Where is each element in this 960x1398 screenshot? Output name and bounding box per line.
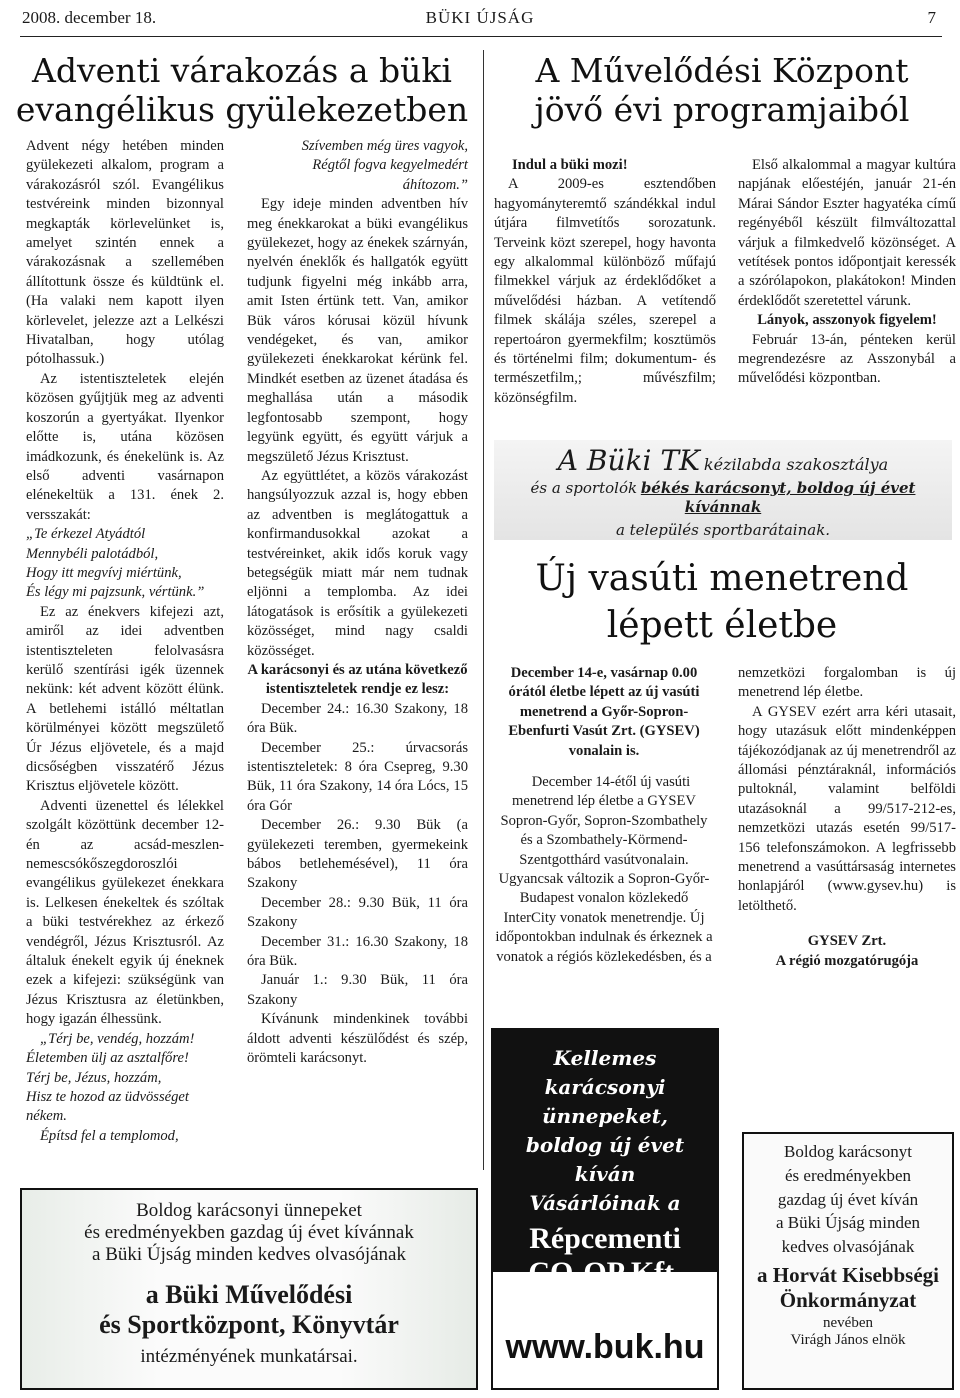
paragraph: Az együttlétet, a közös várakozást hangsúlyozzuk azzal is, hogy ebben az adventben is meglátogattuk a konfirmandusokkal azokat a testvéreinket, akik idős koruk vagy betegségük miatt már nem tudnak eljönni a templomba. Az idei látogatások is erősítik a gyülekezeti közösséget, mind nagy csaldi közösséget. [247, 467, 468, 659]
culture-center-greeting-ad: Boldog karácsonyi ünnepeket és eredményekben gazdag új évet kívánnak a Büki Újság minden kedves olvasójának a Büki Művelődési és Sportközpont, Könyvtár intézményének munkatársai. [20, 1188, 478, 1390]
minority-org-2: Önkormányzat [779, 1287, 917, 1312]
hymn-verse-1: „Te érkezel Atyádtól Mennybéli palotádból, Hogy itt megvívj miértünk, És légy mi pajzsunk, vértünk.” [26, 526, 205, 601]
rail-col-1 [493, 664, 715, 967]
minority-signer: Virágh János elnök [790, 1331, 906, 1348]
rail-signature: GYSEV Zrt. [807, 933, 887, 950]
rail-lead: December 14-e, vasárnap 0.00 órától életbe lépett az új vasúti menetrend a Győr-Sopron-Ebenfurti Vasút Zrt. (GYSEV) vonalain is. [508, 665, 700, 759]
schedule-item: December 31.: 16.30 Szakony, 18 óra Bük. [247, 933, 468, 970]
issue-date: 2008. december 18. [22, 8, 157, 27]
paragraph: A 2009-es esztendőben hagyományteremtő szándékkal indul útjára filmvetítős sorozatunk. Terveink közt szerepel, hogy havonta egy alkalommal különböző műfajú filmekkel várjuk az érdeklődőket a művelődési házban. A vetítendő filmek skálája széles, szerepel a repertoáron gyermekfilm; kosztümös és történelmi film; dokumentum- és természetfilm,; művészfilm; közönségfilm. [494, 176, 716, 406]
schedule-item: December 28.: 9.30 Bük, 11 óra Szakony [247, 894, 468, 931]
tk-greeting-banner: A Büki TK kézilabda szakosztálya és a sportolók békés karácsonyt, boldog új évet kívánnak a település sportbarátainak. [494, 440, 952, 540]
rail-article-title: Új vasúti menetrend lépett életbe [535, 558, 909, 646]
schedule-heading: A karácsonyi és az utána következő istentiszteletek rendje ez lesz: [247, 661, 468, 698]
paper-name: BÜKI ÚJSÁG [425, 8, 535, 27]
paragraph: December 14-étől új vasúti menetrend lép életbe a GYSEV Sopron-Győr, Sopron-Szombathely és a Szombathely-Körmend-Szentgotthárd vasútvonalain. Ugyancsak változik a Sopron-Győr-Budapest vonalon közlekedő InterCity vonatok menetrendje. Új időpontokban indulnak és érkeznek a vonatok a régiós közlekedésben, és a [495, 774, 713, 965]
paragraph: Az istentiszteletek elején közösen gyűjtjük meg az adventi koszorún a gyertyákat. Ilyenkor előtte is, utána közösen imádkozunk, és énekelünk is. Az első adventi vasárnapon elénekeltük a 131. ének 2. versszakát: [26, 370, 224, 523]
schedule-item: Január 1.: 9.30 Bük, 11 óra Szakony [247, 972, 468, 1008]
hymn-verse-2: „Térj be, vendég, hozzám! Életemben ülj az asztalfőre! Térj be, Jézus, hozzám, Hisz te hozod az üdvösséget nékem. Építsd fel a templomod, [26, 1030, 195, 1144]
paragraph: Adventi üzenettel és lélekkel szolgált közöttünk december 12-én az acsád-meszlen-nemescsókőszegdoroszlói evangélikus gyülekezet énekkara is. Lelkesen énekeltek és szóltak a büki testvérekhez az érkező vendégről, Jézus Krisztusról. Az általuk énekelt egyik új éneknek ezek a kifejezi: szükségünk van Jézus Krisztusra az életünkben, hogy igazán élhessünk. [26, 797, 224, 1028]
rail-slogan: A régió mozgatórugója [775, 952, 919, 969]
coop-name: Répcementi [529, 1222, 681, 1255]
column-divider [483, 50, 484, 1170]
paragraph: Ez az énekvers kifejezi azt, amiről az idei adventben istentiszteleten felolvasásra kerülő szentírási igék üzennek nekünk: két advent között élünk. A betlehemi istálló méltatlan körülményei között megszülető Úr Jézus eljövetele, és a majd dicsőségben visszatérő Jézus Krisztus eljövetele között. [26, 603, 224, 795]
hymn-verse-2-end: Szívemben még üres vagyok, Régtől fogva kegyelmedért áhítozom.” [301, 138, 468, 193]
paragraph: nemzetközi forgalomban is új menetrend lép életbe. [738, 665, 956, 701]
advent-col-2 [247, 137, 468, 1069]
paragraph: A GYSEV ezért arra kéri utasait, hogy utazásuk előtt mindenképpen tájékozódjanak az új menetrendről az állomási pénztáraknál, információs pultoknál, valamint belföldi utazásoknál a 99/517-212-es, nemzetközi utazás esetén 99/517-156 telefonszámokon. A legfrissebb menetrend a vasúttársaság internetes honlapjáról (www.gysev.hu) is letölthető. [738, 703, 956, 914]
schedule-item: December 24.: 16.30 Szakony, 18 óra Bük. [247, 700, 468, 737]
coop-name-2: CO-OP Kft. [528, 1256, 682, 1289]
croatian-minority-ad: Boldog karácsonyt és eredményekben gazdag új évet kíván a Büki Újság minden kedves olvasójának a Horvát Kisebbségi Önkormányzat nevében Virágh János elnök [742, 1132, 954, 1390]
advent-article-title: Adventi várakozás a büki evangélikus gyülekezetben [15, 51, 469, 129]
cinema-heading: Indul a büki mozi! [512, 157, 628, 173]
schedule-item: December 26.: 9.30 Bük (a gyülekezeti teremben, gyermekeink bábos betlehemésével), 11 óra Szakony [247, 817, 468, 892]
page-number: 7 [927, 8, 936, 27]
schedule-item: December 25.: úrvacsorás istentiszteletek: 8 óra Csepreg, 9.30 Bük, 11 óra Szakony, 14 óra Lócs, 15 óra Gór [247, 739, 468, 814]
advent-col-1 [26, 137, 224, 1146]
paragraph: Egy ideje minden adventben hív meg énekkarokat a büki evangélikus gyülekezet, hogy az énekek szárnyán, nyelvén éneklők és hallgatók együtt tudjunk figyelni még inkább arra, amit Isten értünk tett. Van, amikor Bük város kórusai közül hívunk vendégeket, és van, amikor gyülekezeti énekkarokat kérünk fel. Mindkét esetben az üzenet átadása és meghallása után a második legfontosabb szempont, hogy legyünk együtt, és együtt várjuk a megszülető Jézus Krisztust. [247, 196, 468, 465]
culture-col-1 [494, 156, 716, 408]
culture-article-title: A Művelődési Központ jövő évi programjaiból [534, 51, 910, 129]
coop-greeting-ad [491, 1028, 719, 1390]
paragraph: Advent négy hetében minden gyülekezeti alkalom, program a várakozásról szól. Evangélikus testvéreink minden bizonnyal megkapták körlevelünket is, amelyet szintén ennek a várakozásnak a szellemében állítottunk össze és küldtünk el. (Ha valaki nem kapott ilyen körlevelet, jelezze azt a Lelkészi Hivatalban, hogy utólag pótolhassuk.) [26, 138, 224, 368]
ball-heading: Lányok, asszonyok figyelem! [757, 312, 937, 329]
coop-greeting-panel: Kellemes karácsonyi ünnepeket, boldog új évet kíván Vásárlóinak a Répcementi CO-OP Kft. [493, 1030, 717, 1272]
minority-org: a Horvát Kisebbségi [757, 1262, 939, 1287]
minority-greeting: Boldog karácsonyt és eredményekben gazdag új évet kíván a Büki Újság minden kedves olvasójának [775, 1142, 920, 1257]
closing-wish: Kívánunk mindenkinek további áldott adventi készülődést és szép, örömteli karácsonyt. [247, 1011, 468, 1067]
paragraph: Február 13-án, pénteken kerül megrendezésre az Asszonybál a művelődési központban. [738, 331, 956, 387]
header-rule [20, 36, 942, 37]
website-link[interactable]: www.buk.hu [505, 1328, 705, 1366]
culture-col-2 [738, 156, 956, 389]
rail-col-2 [738, 664, 956, 971]
paragraph: Első alkalommal a magyar kultúra napjának előestéjén, január 21-én Márai Sándor Eszter hagyatéka című regényéből készült filmváltozattal várjuk a filmkedvelő közönséget. A vetítések pontos időpontjait keressék a szórólapokon, plakátokon! Minden érdeklődőt szeretettel várunk. [738, 157, 956, 309]
